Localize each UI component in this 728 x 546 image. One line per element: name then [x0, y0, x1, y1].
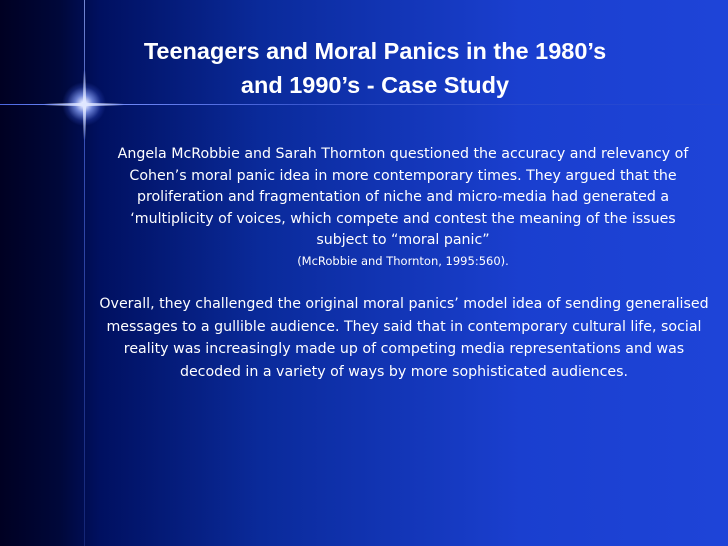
citation: (McRobbie and Thornton, 1995:560).: [297, 253, 509, 268]
body-paragraph-2: Overall, they challenged the original moral panics’ model idea of sending generalised messages to a gullible audience. They said that in contemporary cultural life, social reality was increasingly made up of competing media representations and was decoded in a variety of ways by more sophisticated audiences.: [99, 296, 709, 380]
title-line-2: and 1990’s - Case Study: [240, 72, 510, 98]
slide-title: [80, 34, 670, 102]
paragraph-1-text: Angela McRobbie and Sarah Thornton questioned the accuracy and relevancy of Cohen’s moral panic idea in more contemporary times. They argued that the proliferation and fragmentation of niche and micro-media had generated a ‘multiplicity of voices, which compete and contest the meaning of the issues subject to “moral panic”: [117, 146, 689, 248]
body-paragraph-1: [110, 144, 696, 271]
title-line-1: Teenagers and Moral Panics in the 1980’s: [143, 38, 607, 64]
